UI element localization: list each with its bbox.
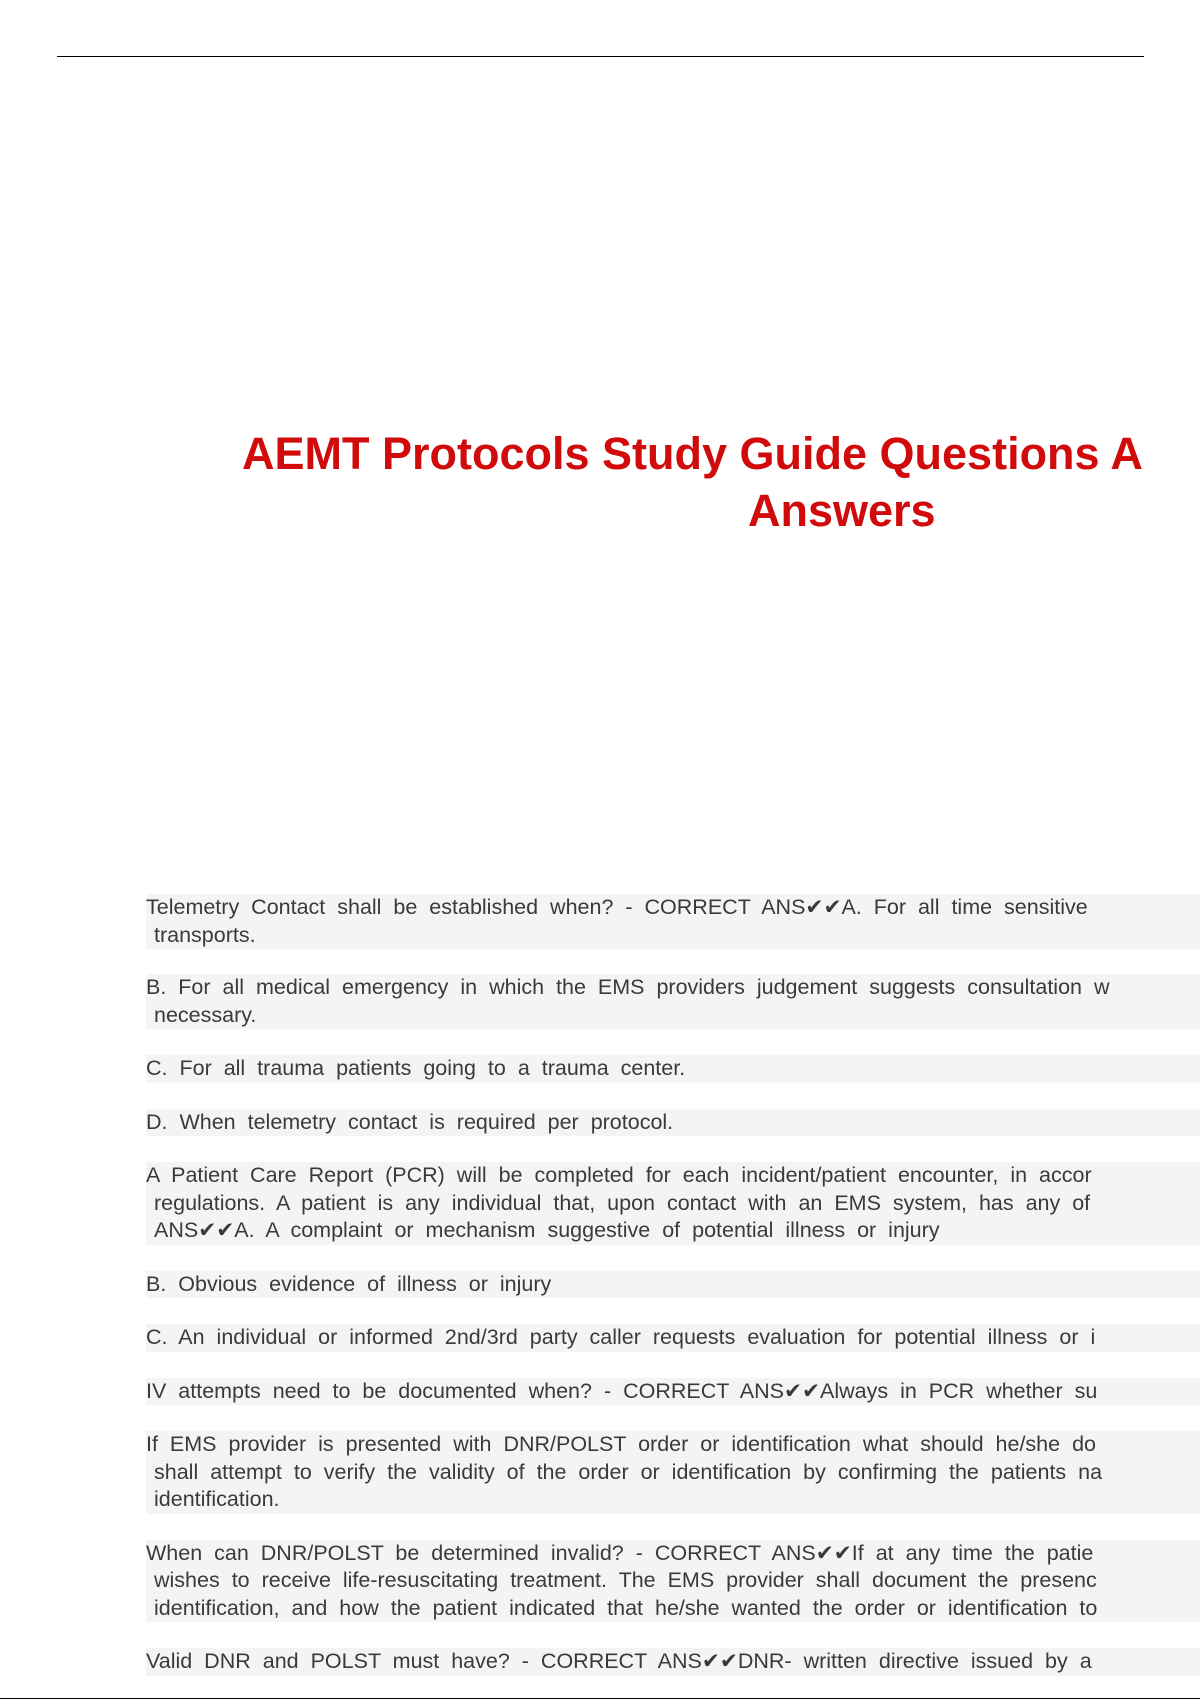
qa-paragraph [146,1271,1200,1299]
paragraph-line: When can DNR/POLST be determined invalid? - CORRECT ANS✔✔If at any time the patie [146,1540,1200,1568]
paragraph-line: D. When telemetry contact is required per protocol. [146,1109,1200,1137]
qa-paragraph [146,1431,1200,1514]
qa-paragraph [146,1055,1200,1083]
qa-paragraph [146,1109,1200,1137]
title-line-2: Answers [748,485,936,536]
paragraph-line: C. An individual or informed 2nd/3rd party caller requests evaluation for potential illness or i [146,1324,1200,1352]
header-rule [57,56,1144,57]
qa-paragraph [146,1162,1200,1245]
qa-paragraph [146,1378,1200,1406]
document-body [146,894,1200,1702]
paragraph-line: If EMS provider is presented with DNR/POLST order or identification what should he/she do [146,1431,1200,1459]
paragraph-line: identification, and how the patient indicated that he/she wanted the order or identification to [146,1595,1200,1623]
paragraph-line: C. For all trauma patients going to a trauma center. [146,1055,1200,1083]
paragraph-line: Valid DNR and POLST must have? - CORRECT ANS✔✔DNR- written directive issued by a [146,1648,1200,1676]
paragraph-line: necessary. [146,1002,1200,1030]
qa-paragraph [146,1540,1200,1623]
footer-rule [0,1698,1200,1699]
paragraph-line: B. For all medical emergency in which the EMS providers judgement suggests consultation w [146,974,1200,1002]
paragraph-line: identification. [146,1486,1200,1514]
paragraph-line: IV attempts need to be documented when? - CORRECT ANS✔✔Always in PCR whether su [146,1378,1200,1406]
paragraph-line: transports. [146,922,1200,950]
paragraph-line: A Patient Care Report (PCR) will be completed for each incident/patient encounter, in accor [146,1162,1200,1190]
qa-paragraph [146,1324,1200,1352]
paragraph-line: wishes to receive life-resuscitating treatment. The EMS provider shall document the presenc [146,1567,1200,1595]
paragraph-line: regulations. A patient is any individual that, upon contact with an EMS system, has any of [146,1190,1200,1218]
paragraph-line: Telemetry Contact shall be established when? - CORRECT ANS✔✔A. For all time sensitive [146,894,1200,922]
paragraph-line: ANS✔✔A. A complaint or mechanism suggestive of potential illness or injury [146,1217,1200,1245]
paragraph-line: B. Obvious evidence of illness or injury [146,1271,1200,1299]
title-line-1: AEMT Protocols Study Guide Questions A [242,428,1143,479]
qa-paragraph [146,974,1200,1029]
qa-paragraph [146,1648,1200,1676]
qa-paragraph [146,894,1200,949]
paragraph-line: shall attempt to verify the validity of the order or identification by confirming the patients na [146,1459,1200,1487]
